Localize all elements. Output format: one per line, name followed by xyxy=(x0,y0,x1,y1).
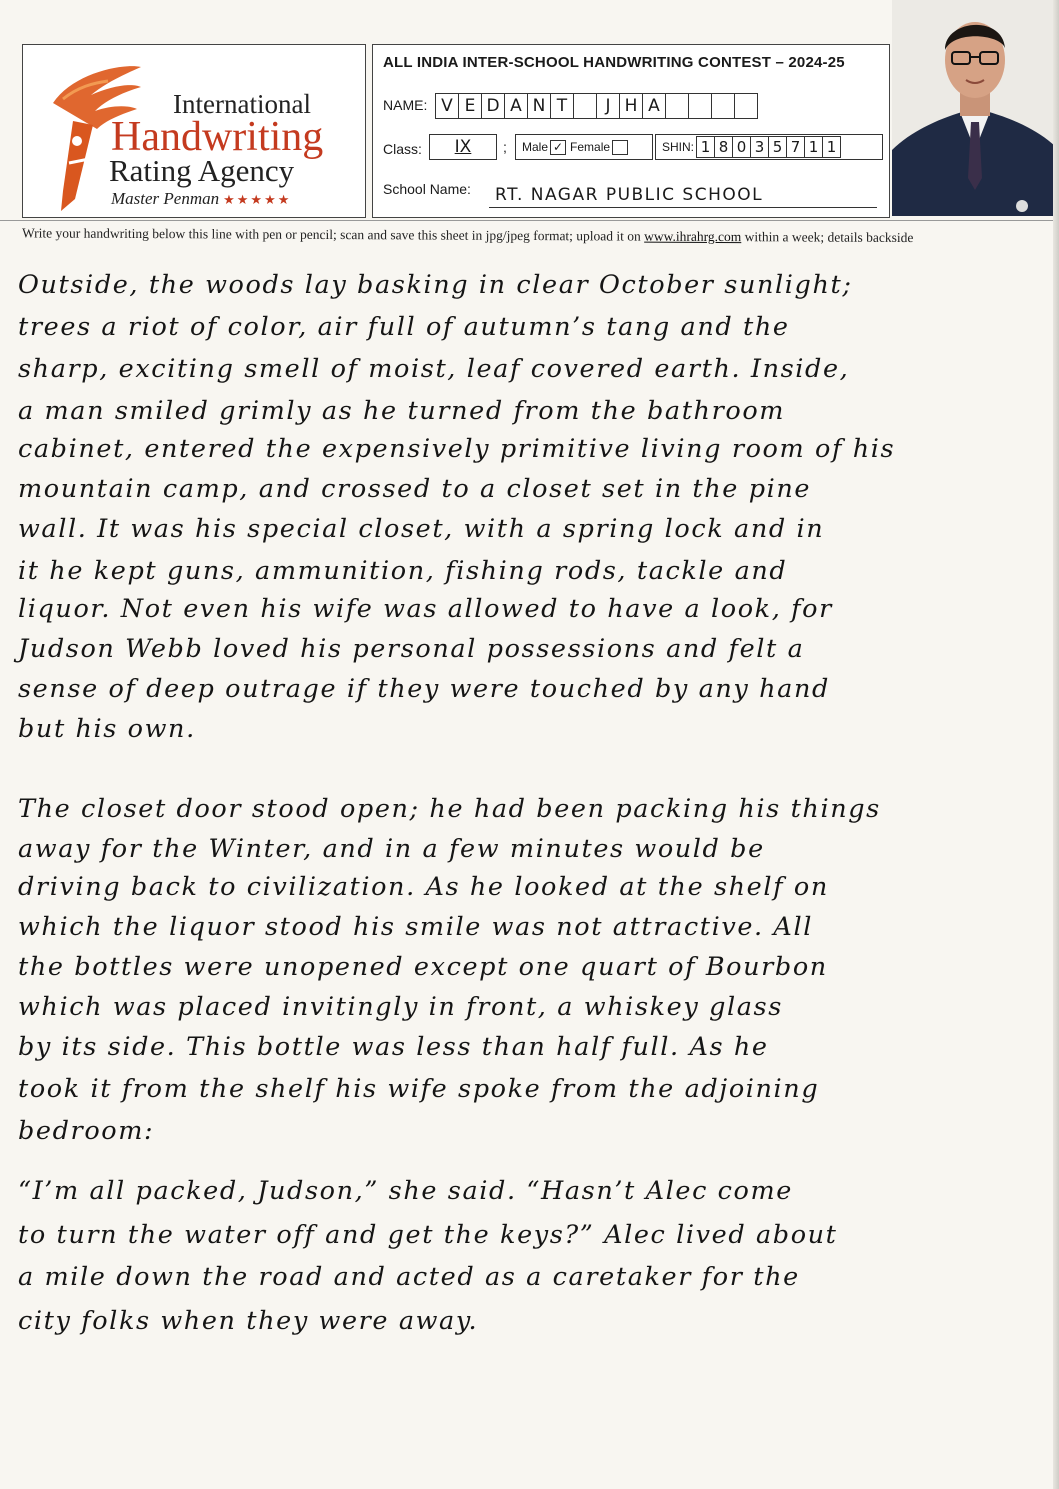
name-cell[interactable]: A xyxy=(505,93,528,119)
male-label: Male xyxy=(522,140,549,154)
shin-cell[interactable]: 3 xyxy=(751,136,769,158)
org-name-line1: International xyxy=(173,89,311,119)
handwriting-line: bedroom: xyxy=(18,1116,155,1146)
name-cell[interactable] xyxy=(712,93,735,119)
female-checkbox[interactable] xyxy=(612,140,628,155)
handwriting-line: by its side. This bottle was less than half full. As he xyxy=(18,1032,769,1062)
handwriting-line: The closet door stood open; he had been packing his things xyxy=(18,794,881,824)
name-cell[interactable]: N xyxy=(528,93,551,119)
student-photo-icon xyxy=(892,0,1059,216)
school-label: School Name: xyxy=(383,181,471,197)
org-name-line2: Handwriting xyxy=(111,114,324,160)
org-name-line3: Rating Agency xyxy=(109,153,295,188)
name-cell[interactable]: D xyxy=(482,93,505,119)
shin-cell[interactable]: 8 xyxy=(715,136,733,158)
handwriting-line: which the liquor stood his smile was not attractive. All xyxy=(18,912,813,942)
class-field[interactable] xyxy=(429,134,497,160)
shin-cell[interactable]: 1 xyxy=(805,136,823,158)
shin-cells[interactable] xyxy=(696,136,841,158)
name-cell[interactable] xyxy=(666,93,689,119)
handwriting-line: liquor. Not even his wife was allowed to have a look, for xyxy=(18,594,833,624)
handwriting-line: which was placed invitingly in front, a whiskey glass xyxy=(18,992,783,1022)
separator: ; xyxy=(503,139,507,155)
shin-label: SHIN: xyxy=(662,140,695,154)
name-cell[interactable]: V xyxy=(435,93,459,119)
rating-stars: ★★★★★ xyxy=(223,192,292,207)
school-name-value: RT. NAGAR PUBLIC SCHOOL xyxy=(495,185,764,205)
school-name-line[interactable] xyxy=(489,207,877,208)
website-link[interactable]: www.ihrahrg.com xyxy=(644,228,742,245)
agency-logo-box xyxy=(22,44,366,218)
shin-cell[interactable]: 1 xyxy=(696,136,715,158)
name-cell[interactable]: E xyxy=(459,93,482,119)
handwriting-line: mountain camp, and crossed to a closet set in the pine xyxy=(18,474,812,504)
shin-cell[interactable]: 1 xyxy=(823,136,841,158)
handwriting-line: a mile down the road and acted as a caretaker for the xyxy=(18,1262,800,1292)
name-cell[interactable] xyxy=(735,93,758,119)
contest-title: ALL INDIA INTER-SCHOOL HANDWRITING CONTEST – 2024-25 xyxy=(383,54,845,71)
name-cell[interactable] xyxy=(574,93,597,119)
handwriting-line: sense of deep outrage if they were touched by any hand xyxy=(18,674,830,704)
class-label: Class: xyxy=(383,141,422,157)
handwriting-line: took it from the shelf his wife spoke from the adjoining xyxy=(18,1074,820,1104)
handwriting-line: sharp, exciting smell of moist, leaf covered earth. Inside, xyxy=(18,354,850,384)
handwriting-line: to turn the water off and get the keys?” Alec lived about xyxy=(18,1220,838,1250)
name-cell[interactable] xyxy=(689,93,712,119)
handwriting-line: the bottles were unopened except one quart of Bourbon xyxy=(18,952,828,982)
shin-field xyxy=(655,134,883,160)
name-cell[interactable]: T xyxy=(551,93,574,119)
handwriting-line: driving back to civilization. As he looked at the shelf on xyxy=(18,872,829,902)
handwriting-line: trees a riot of color, air full of autumn’s tang and the xyxy=(18,312,790,342)
handwriting-line: “I’m all packed, Judson,” she said. “Hasn’t Alec come xyxy=(18,1176,793,1206)
master-penman-text: Master Penman xyxy=(111,189,220,208)
org-tagline xyxy=(111,189,291,209)
handwriting-line: cabinet, entered the expensively primitive living room of his xyxy=(18,434,896,464)
handwriting-line: away for the Winter, and in a few minutes would be xyxy=(18,834,765,864)
class-value: IX xyxy=(454,137,472,157)
handwriting-line: city folks when they were away. xyxy=(18,1306,479,1336)
shin-cell[interactable]: 7 xyxy=(787,136,805,158)
name-cell[interactable]: A xyxy=(643,93,666,119)
gender-field xyxy=(515,134,653,160)
male-checkbox[interactable]: ✓ xyxy=(550,140,566,155)
handwriting-line: but his own. xyxy=(18,714,196,744)
name-cell[interactable]: J xyxy=(597,93,620,119)
shin-cell[interactable]: 0 xyxy=(733,136,751,158)
name-cell[interactable]: H xyxy=(620,93,643,119)
handwriting-line: Judson Webb loved his personal possessions and felt a xyxy=(18,634,805,664)
instruction-after: within a week; details backside xyxy=(741,229,914,246)
female-label: Female xyxy=(570,140,611,154)
shin-cell[interactable]: 5 xyxy=(769,136,787,158)
instruction-before: Write your handwriting below this line with pen or pencil; scan and save this sheet in jpg/jpeg format; upload it on xyxy=(21,225,645,244)
handwriting-line: it he kept guns, ammunition, fishing rods, tackle and xyxy=(18,556,788,586)
handwriting-line: wall. It was his special closet, with a spring lock and in xyxy=(18,514,825,544)
name-label: NAME: xyxy=(383,97,428,113)
handwriting-line: a man smiled grimly as he turned from the bathroom xyxy=(18,396,786,426)
contest-form xyxy=(372,44,890,218)
instruction-text xyxy=(22,225,1022,246)
handwriting-line: Outside, the woods lay basking in clear October sunlight; xyxy=(18,270,853,300)
name-field[interactable] xyxy=(435,93,758,119)
divider-line xyxy=(0,220,1059,221)
page-edge-shadow xyxy=(1053,0,1059,1489)
